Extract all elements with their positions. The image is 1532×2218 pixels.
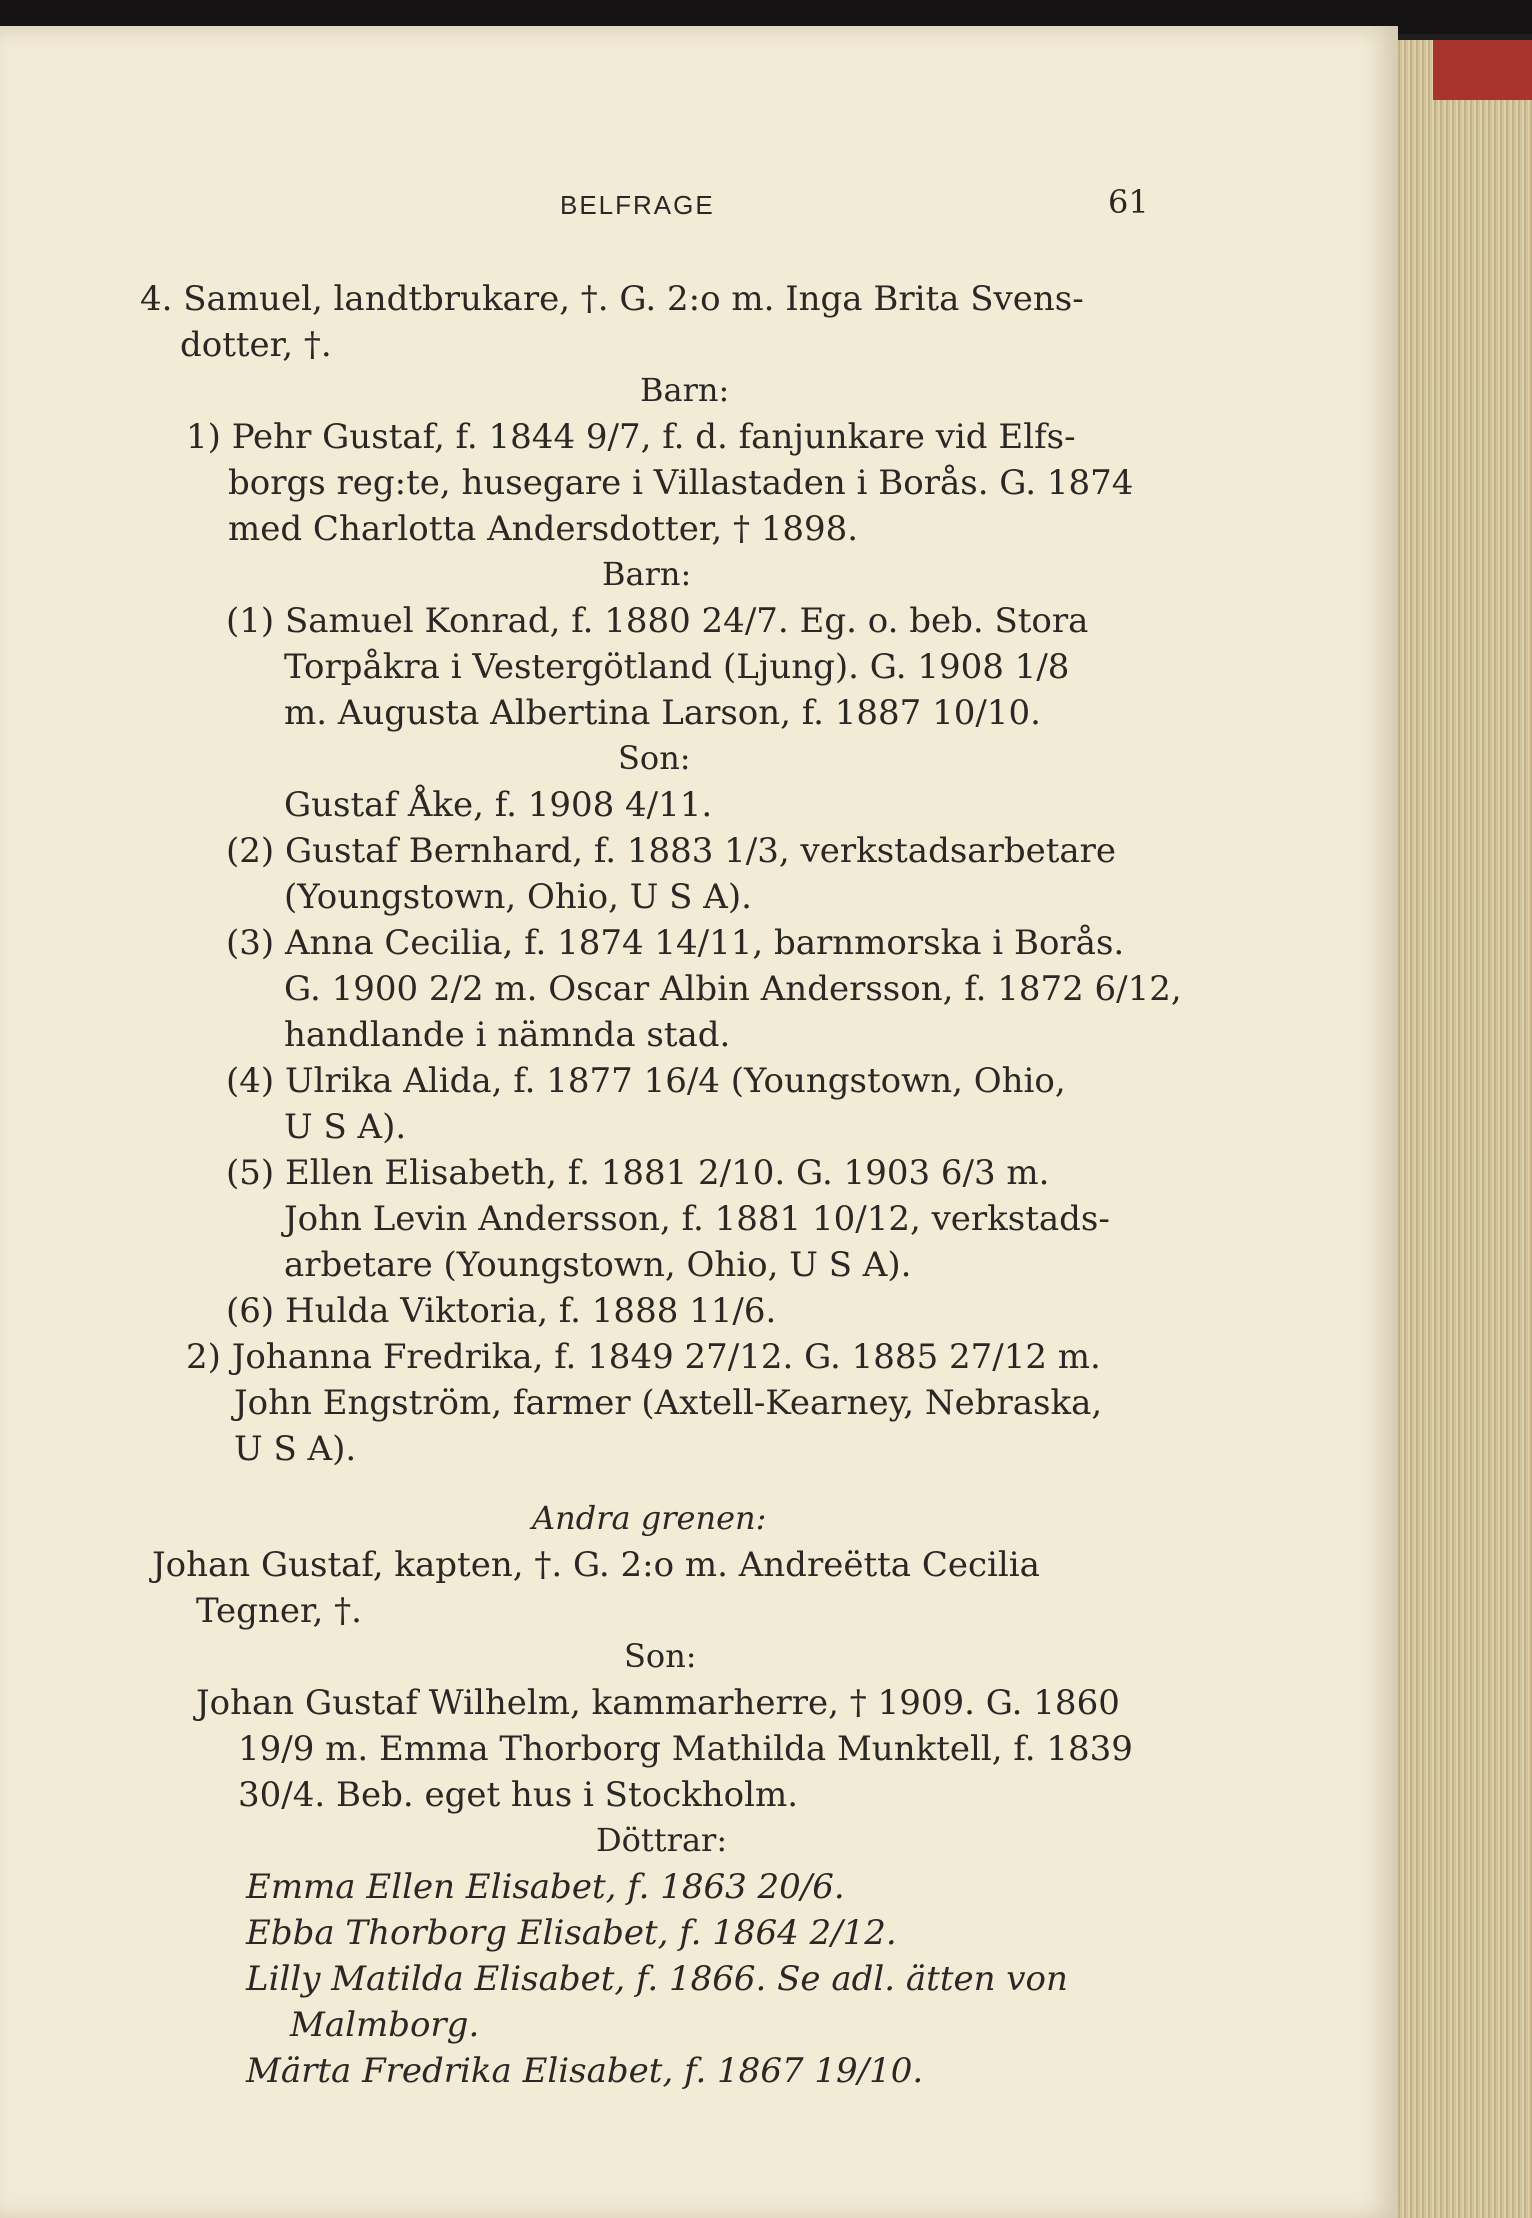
section-label: Barn: bbox=[640, 371, 730, 409]
text-line: (1) Samuel Konrad, f. 1880 24/7. Eg. o. beb. Stora bbox=[226, 601, 1089, 641]
text-line: m. Augusta Albertina Larson, f. 1887 10/10. bbox=[284, 693, 1041, 733]
text-line: 4. Samuel, landtbrukare, †. G. 2:o m. Inga Brita Svens- bbox=[140, 279, 1084, 319]
text-line: Gustaf Åke, f. 1908 4/11. bbox=[284, 785, 713, 825]
section-label: Barn: bbox=[602, 555, 692, 593]
text-line: Emma Ellen Elisabet, f. 1863 20/6. bbox=[246, 1867, 845, 1907]
text-line: G. 1900 2/2 m. Oscar Albin Andersson, f. 1872 6/12, bbox=[284, 969, 1182, 1009]
text-line: (6) Hulda Viktoria, f. 1888 11/6. bbox=[226, 1291, 777, 1331]
text-line: borgs reg:te, husegare i Villastaden i Borås. G. 1874 bbox=[228, 463, 1134, 503]
text-line: (3) Anna Cecilia, f. 1874 14/11, barnmorska i Borås. bbox=[226, 923, 1125, 963]
book-page-edges bbox=[1395, 40, 1532, 2218]
text-line: dotter, †. bbox=[180, 325, 332, 365]
text-line: Malmborg. bbox=[290, 2005, 480, 2045]
text-line: Tegner, †. bbox=[196, 1591, 362, 1631]
section-heading: Andra grenen: bbox=[532, 1499, 767, 1537]
text-line: Johan Gustaf, kapten, †. G. 2:o m. Andreëtta Cecilia bbox=[152, 1545, 1040, 1585]
text-line: arbetare (Youngstown, Ohio, U S A). bbox=[284, 1245, 912, 1285]
text-line: (2) Gustaf Bernhard, f. 1883 1/3, verkstadsarbetare bbox=[226, 831, 1117, 871]
running-header-title: BELFRAGE bbox=[560, 190, 715, 220]
text-line: John Engström, farmer (Axtell-Kearney, Nebraska, bbox=[234, 1383, 1103, 1423]
text-line: 19/9 m. Emma Thorborg Mathilda Munktell, f. 1839 bbox=[238, 1729, 1133, 1769]
text-line: U S A). bbox=[234, 1429, 357, 1469]
text-line: 2) Johanna Fredrika, f. 1849 27/12. G. 1885 27/12 m. bbox=[186, 1337, 1101, 1377]
text-line: Märta Fredrika Elisabet, f. 1867 19/10. bbox=[246, 2051, 924, 2091]
section-label: Son: bbox=[624, 1637, 697, 1675]
text-line: John Levin Andersson, f. 1881 10/12, verkstads- bbox=[284, 1199, 1110, 1239]
text-line: (Youngstown, Ohio, U S A). bbox=[284, 877, 752, 917]
page-number: 61 bbox=[1108, 183, 1149, 221]
book-page bbox=[0, 26, 1398, 2218]
text-line: Ebba Thorborg Elisabet, f. 1864 2/12. bbox=[246, 1913, 897, 1953]
text-line: med Charlotta Andersdotter, † 1898. bbox=[228, 509, 859, 549]
text-line: U S A). bbox=[284, 1107, 407, 1147]
text-line: (5) Ellen Elisabeth, f. 1881 2/10. G. 1903 6/3 m. bbox=[226, 1153, 1050, 1193]
text-line: Torpåkra i Vestergötland (Ljung). G. 1908 1/8 bbox=[284, 647, 1070, 687]
text-line: Lilly Matilda Elisabet, f. 1866. Se adl. ätten von bbox=[246, 1959, 1068, 1999]
text-line: handlande i nämnda stad. bbox=[284, 1015, 731, 1055]
text-line: 30/4. Beb. eget hus i Stockholm. bbox=[238, 1775, 799, 1815]
section-label: Döttrar: bbox=[596, 1821, 728, 1859]
section-label: Son: bbox=[618, 739, 691, 777]
text-line: 1) Pehr Gustaf, f. 1844 9/7, f. d. fanjunkare vid Elfs- bbox=[186, 417, 1076, 457]
text-line: Johan Gustaf Wilhelm, kammarherre, † 1909. G. 1860 bbox=[196, 1683, 1120, 1723]
text-line: (4) Ulrika Alida, f. 1877 16/4 (Youngstown, Ohio, bbox=[226, 1061, 1066, 1101]
